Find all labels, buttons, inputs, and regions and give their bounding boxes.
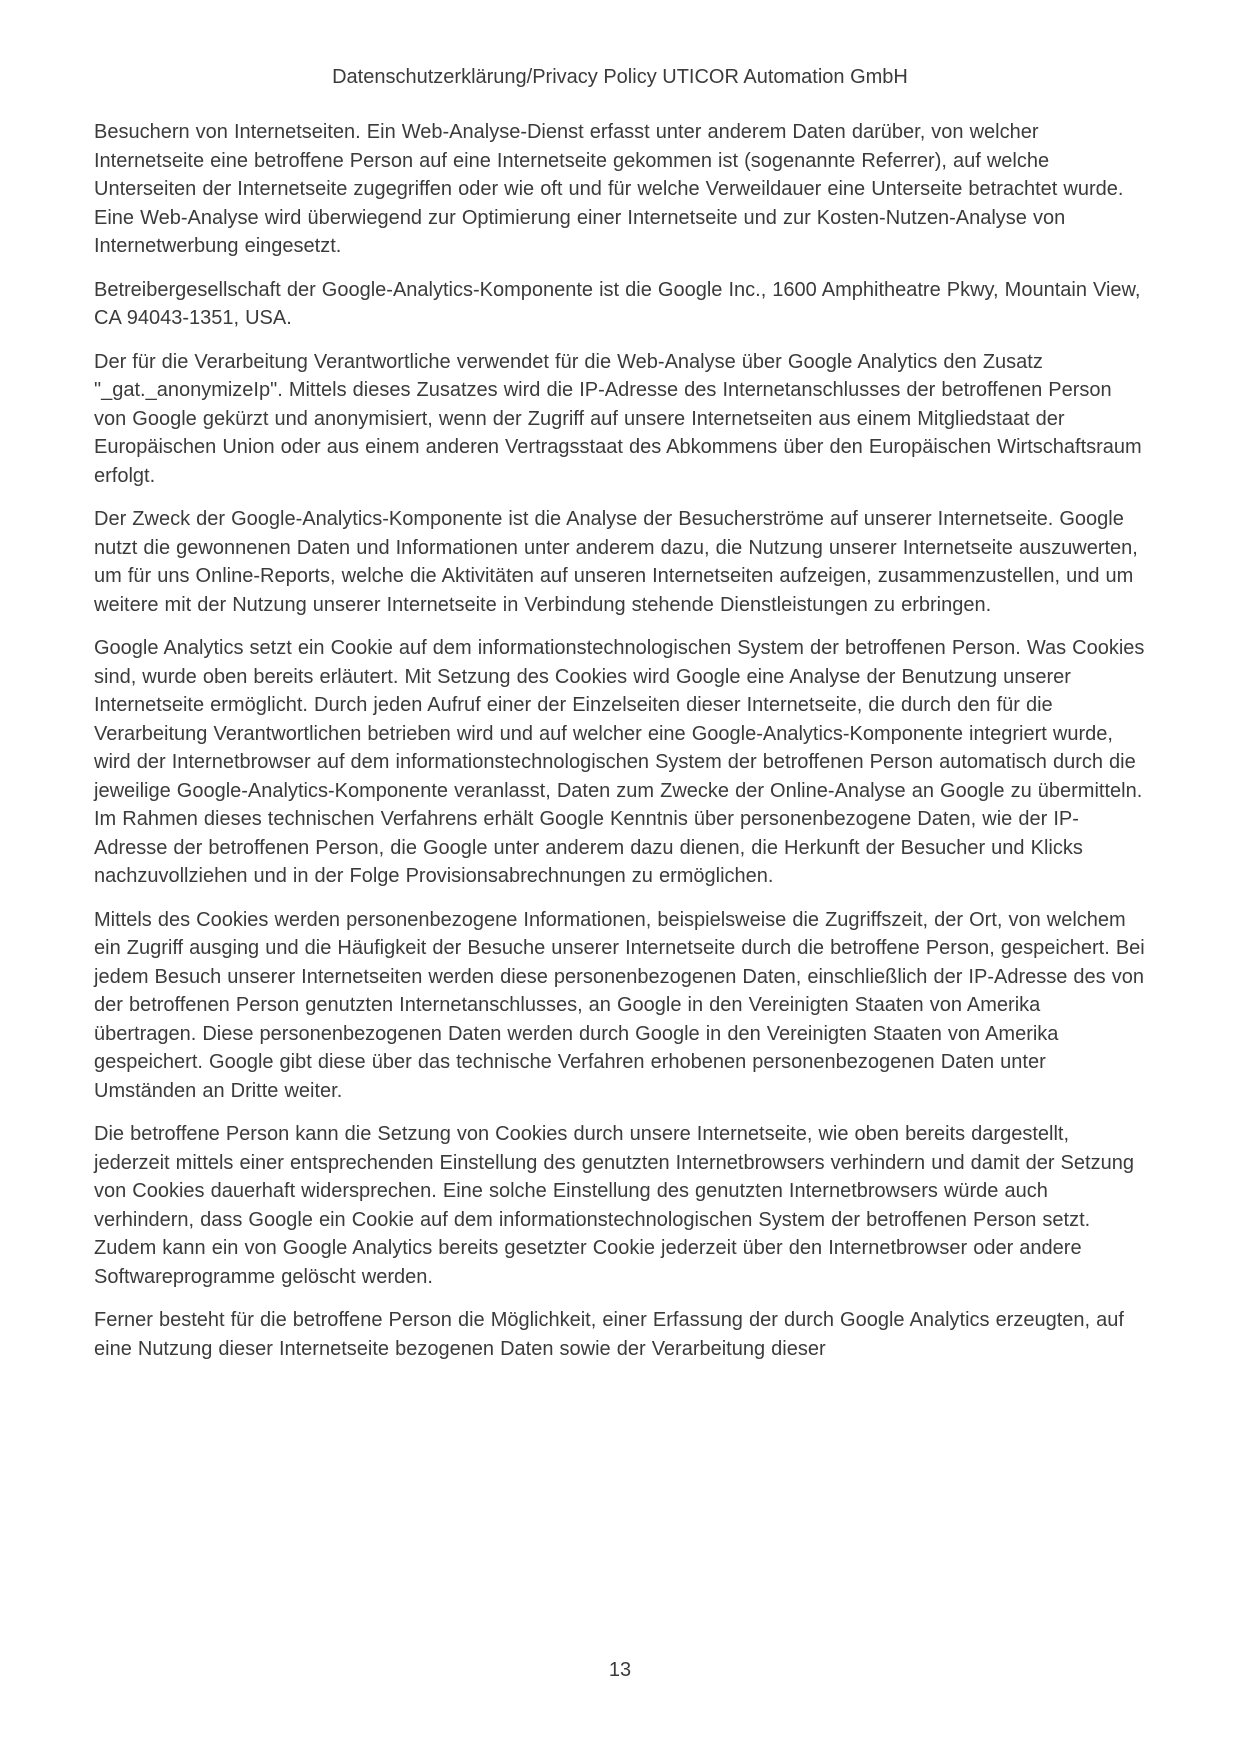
body-paragraph: Der Zweck der Google-Analytics-Komponente ist die Analyse der Besucherströme auf unserer Internetseite. Google nutzt die gewonnenen Daten und Informationen unter anderem dazu, die Nutzung unserer Internetseite auszuwerten, um für uns Online-Reports, welche die Aktivitäten auf unseren Internetseiten aufzeigen, zusammenzustellen, und um weitere mit der Nutzung unserer Internetseite in Verbindung stehende Dienstleistungen zu erbringen. xyxy=(94,508,1138,616)
body-paragraph: Besuchern von Internetseiten. Ein Web-Analyse-Dienst erfasst unter anderem Daten darüber, von welcher Internetseite eine betroffene Person auf eine Internetseite gekommen ist (sogenannte Referrer), auf welche Unterseiten der Internetseite zugegriffen oder wie oft und für welche Verweildauer eine Unterseite betrachtet wurde. Eine Web-Analyse wird überwiegend zur Optimierung einer Internetseite und zur Kosten-Nutzen-Analyse von Internetwerbung eingesetzt. xyxy=(94,121,1124,257)
body-paragraph: Die betroffene Person kann die Setzung von Cookies durch unsere Internetseite, wie oben bereits dargestellt, jederzeit mittels einer entsprechenden Einstellung des genutzten Internetbrowsers verhindern und damit der Setzung von Cookies dauerhaft widersprechen. Eine solche Einstellung des genutzten Internetbrowsers würde auch verhindern, dass Google ein Cookie auf dem informationstechnologischen System der betroffenen Person setzt. Zudem kann ein von Google Analytics bereits gesetzter Cookie jederzeit über den Internetbrowser oder andere Softwareprogramme gelöscht werden. xyxy=(94,1123,1134,1288)
body-paragraph: Betreibergesellschaft der Google-Analytics-Komponente ist die Google Inc., 1600 Amphitheatre Pkwy, Mountain View, CA 94043-1351, USA. xyxy=(94,278,1141,329)
document-header-title: Datenschutzerklärung/Privacy Policy UTICOR Automation GmbH xyxy=(332,66,908,88)
body-paragraph: Google Analytics setzt ein Cookie auf dem informationstechnologischen System der betroffenen Person. Was Cookies sind, wurde oben bereits erläutert. Mit Setzung des Cookies wird Google eine Analyse der Benutzung unserer Internetseite ermöglicht. Durch jeden Aufruf einer der Einzelseiten dieser Internetseite, die durch den für die Verarbeitung Verantwortlichen betrieben wird und auf welcher eine Google-Analytics-Komponente integriert wurde, wird der Internetbrowser auf dem informationstechnologischen System der betroffenen Person automatisch durch die jeweilige Google-Analytics-Komponente veranlasst, Daten zum Zwecke der Online-Analyse an Google zu übermitteln. Im Rahmen dieses technischen Verfahrens erhält Google Kenntnis über personenbezogene Daten, wie der IP-Adresse der betroffenen Person, die Google unter anderem dazu dienen, die Herkunft der Besucher und Klicks nachzuvollziehen und in der Folge Provisionsabrechnungen zu ermöglichen. xyxy=(94,637,1145,887)
document-body xyxy=(0,90,1240,1363)
body-paragraph: Ferner besteht für die betroffene Person die Möglichkeit, einer Erfassung der durch Google Analytics erzeugten, auf eine Nutzung dieser Internetseite bezogenen Daten sowie der Verarbeitung dieser xyxy=(94,1309,1124,1360)
body-paragraph: Der für die Verarbeitung Verantwortliche verwendet für die Web-Analyse über Google Analytics den Zusatz "_gat._anonymizeIp". Mittels dieses Zusatzes wird die IP-Adresse des Internetanschlusses der betroffenen Person von Google gekürzt und anonymisiert, wenn der Zugriff auf unsere Internetseiten aus einem Mitgliedstaat der Europäischen Union oder aus einem anderen Vertragsstaat des Abkommens über den Europäischen Wirtschaftsraum erfolgt. xyxy=(94,350,1142,487)
page-number: 13 xyxy=(608,1659,632,1681)
body-paragraph: Mittels des Cookies werden personenbezogene Informationen, beispielsweise die Zugriffszeit, der Ort, von welchem ein Zugriff ausging und die Häufigkeit der Besuche unserer Internetseite durch die betroffene Person, gespeichert. Bei jedem Besuch unserer Internetseiten werden diese personenbezogenen Daten, einschließlich der IP-Adresse des von der betroffenen Person genutzten Internetanschlusses, an Google in den Vereinigten Staaten von Amerika übertragen. Diese personenbezogenen Daten werden durch Google in den Vereinigten Staaten von Amerika gespeichert. Google gibt diese über das technische Verfahren erhobenen personenbezogenen Daten unter Umständen an Dritte weiter. xyxy=(94,908,1145,1102)
